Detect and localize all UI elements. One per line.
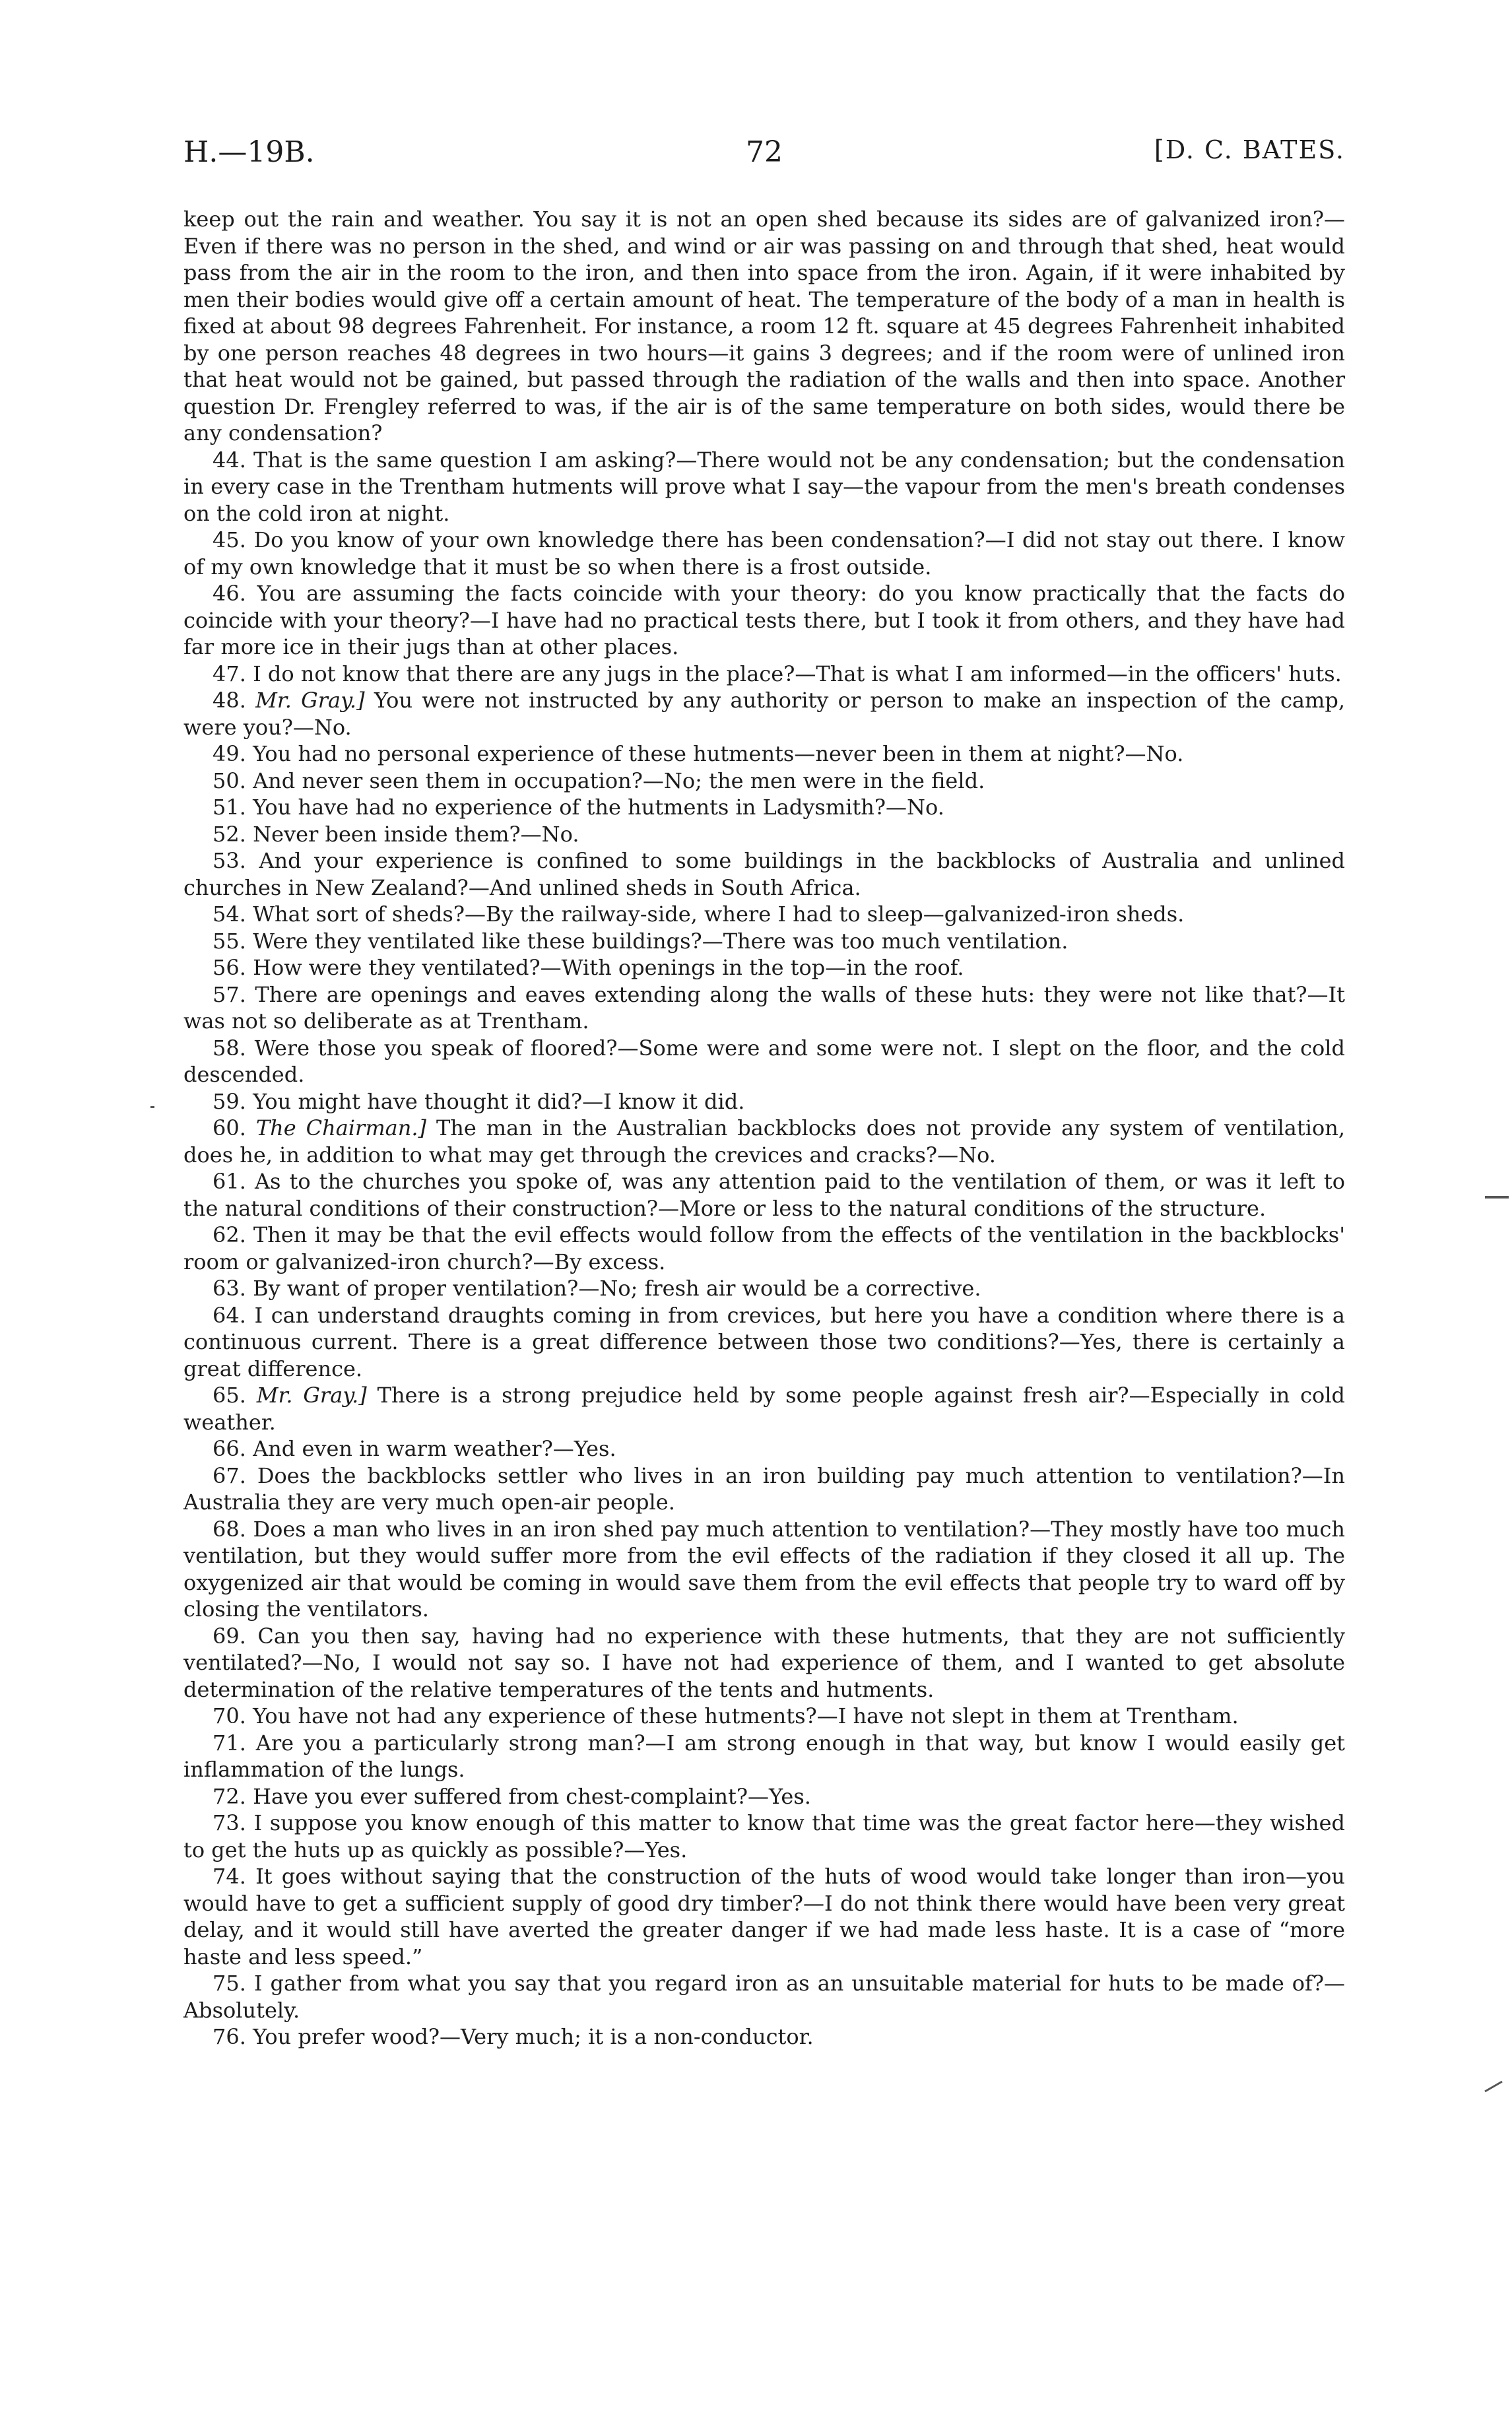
question-paragraph	[183, 1730, 1345, 1783]
question-text: And your experience is confined to some buildings in the backblocks of Australia and unlined churches in New Zealand?—And unlined sheds in South Africa.	[183, 848, 1346, 900]
question-text: I gather from what you say that you regard iron as an unsuitable material for huts to be made of?—Absolutely.	[183, 1971, 1346, 2023]
question-text: There is a strong prejudice held by some people against fresh air?—Especially in cold weather.	[183, 1383, 1346, 1435]
question-number: 69.	[213, 1623, 246, 1649]
question-text: It goes without saying that the construction of the huts of wood would take longer than iron—you would have to get a sufficient supply of good dry timber?—I do not think there would have been very great delay, and it would still have averted the greater danger if we had made less haste. It is a case of “more haste and less speed.”	[183, 1864, 1346, 1969]
question-paragraph	[183, 1382, 1345, 1435]
question-text: You might have thought it did?—I know it did.	[253, 1088, 745, 1114]
question-number: 75.	[213, 1971, 246, 1996]
opening-paragraph: keep out the rain and weather. You say it is not an open shed because its sides are of galvanized iron?—Even if there was no person in the shed, and wind or air was passing on and through that shed, heat would pass from the air in the room to the iron, and then into space from the iron. Again, if it were inhabited by men their bodies would give off a certain amount of heat. The temperature of the body of a man in health is fixed at about 98 degrees Fahrenheit. For instance, a room 12 ft. square at 45 degrees Fahrenheit inhabited by one person reaches 48 degrees in two hours—it gains 3 degrees; and if the room were of unlined iron that heat would not be gained, but passed through the radiation of the walls and then into space. Another question Dr. Frengley referred to was, if the air is of the same temperature on both sides, would there be any condensation?	[183, 207, 1345, 445]
question-number: 52.	[213, 821, 246, 847]
question-paragraph	[183, 821, 1345, 848]
question-paragraph	[183, 1462, 1345, 1516]
question-paragraph	[183, 928, 1345, 955]
question-paragraph	[183, 2023, 1345, 2051]
question-number: 67.	[213, 1462, 246, 1488]
question-text: I do not know that there are any jugs in the place?—That is what I am informed—in the officers' huts.	[253, 661, 1342, 686]
question-text: Were they ventilated like these buildings?—There was too much ventilation.	[253, 928, 1068, 954]
question-number: 64.	[213, 1302, 246, 1328]
question-number: 66.	[213, 1436, 246, 1461]
question-number: 60.	[213, 1115, 246, 1140]
question-number: 53.	[213, 848, 246, 873]
question-text: Have you ever suffered from chest-complaint?—Yes.	[253, 1783, 811, 1809]
question-text: And never seen them in occupation?—No; the men were in the field.	[253, 768, 985, 793]
question-text: What sort of sheds?—By the railway-side, where I had to sleep—galvanized-iron sheds.	[253, 902, 1185, 927]
question-paragraph	[183, 1970, 1345, 2023]
question-paragraph	[183, 1115, 1345, 1168]
question-paragraph	[183, 1863, 1345, 1970]
question-text: You have had no experience of the hutments in Ladysmith?—No.	[253, 795, 944, 820]
question-number: 56.	[213, 955, 246, 980]
question-paragraph	[183, 527, 1345, 580]
question-number: 48.	[213, 688, 246, 713]
document-reference: H.—19B.	[183, 135, 315, 169]
question-text: As to the churches you spoke of, was any attention paid to the ventilation of them, or was it left to the natural conditions of their construction?—More or less to the natural conditions of the structure.	[183, 1169, 1346, 1221]
question-text: Never been inside them?—No.	[253, 821, 579, 847]
question-text: That is the same question I am asking?—There would not be any condensation; but the condensation in every case in the Trentham hutments will prove what I say—the vapour from the men's breath condenses on the cold iron at night.	[183, 447, 1345, 526]
question-number: 57.	[213, 981, 246, 1007]
question-text: You had no personal experience of these hutments—never been in them at night?—No.	[253, 741, 1184, 766]
question-number: 45.	[213, 527, 246, 552]
margin-mark	[150, 1106, 154, 1108]
question-text: Does a man who lives in an iron shed pay much attention to ventilation?—They mostly have too much ventilation, but they would suffer more from the evil effects of the radiation if they closed it all up. The oxygenized air that would be coming in would save them from the evil effects that people try to ward off by closing the ventilators.	[183, 1516, 1346, 1622]
margin-mark	[1485, 1196, 1509, 1199]
question-text: Were those you speak of floored?—Some were and some were not. I slept on the floor, and the cold descended.	[183, 1035, 1346, 1087]
question-text: You have not had any experience of these hutments?—I have not slept in them at Trentham.	[253, 1703, 1239, 1728]
page-number: 72	[746, 135, 783, 169]
question-text: I can understand draughts coming in from crevices, but here you have a condition where there is a continuous current. There is a great difference between those two conditions?—Yes, there is certainly a great difference.	[183, 1302, 1346, 1381]
question-number: 46.	[213, 581, 246, 606]
question-number: 54.	[213, 902, 246, 927]
question-number: 49.	[213, 741, 246, 766]
question-number: 63.	[213, 1276, 246, 1301]
question-number: 58.	[213, 1035, 246, 1061]
question-text: You prefer wood?—Very much; it is a non-conductor.	[253, 2024, 814, 2049]
page-header	[183, 135, 1345, 181]
question-paragraph	[183, 580, 1345, 661]
question-text: You are assuming the facts coincide with your theory: do you know practically that the facts do coincide with your theory?—I have had no practical tests there, but I took it from others, and they have had far more ice in their jugs than at other places.	[183, 581, 1346, 659]
question-paragraph	[183, 1088, 1345, 1115]
question-paragraph	[183, 981, 1345, 1035]
question-paragraph	[183, 1222, 1345, 1275]
question-paragraph	[183, 768, 1345, 795]
question-number: 74.	[213, 1864, 246, 1889]
question-text: I suppose you know enough of this matter to know that time was the great factor here—they wished to get the huts up as quickly as possible?—Yes.	[183, 1810, 1346, 1862]
question-paragraph	[183, 447, 1345, 527]
question-number: 68.	[213, 1516, 246, 1542]
question-paragraph	[183, 954, 1345, 981]
question-number: 71.	[213, 1730, 246, 1756]
question-paragraph	[183, 1168, 1345, 1222]
question-number: 55.	[213, 928, 246, 954]
question-text: And even in warm weather?—Yes.	[253, 1436, 616, 1461]
question-text: Are you a particularly strong man?—I am strong enough in that way, but know I would easily get inflammation of the lungs.	[183, 1730, 1346, 1782]
question-text: Do you know of your own knowledge there has been condensation?—I did not stay out there. I know of my own knowledge that it must be so when there is a frost outside.	[183, 527, 1346, 579]
question-text: You were not instructed by any authority or person to make an inspection of the camp, were you?—No.	[183, 688, 1346, 740]
question-paragraph	[183, 847, 1345, 901]
question-paragraph	[183, 1810, 1345, 1863]
question-paragraph	[183, 1275, 1345, 1302]
question-number: 70.	[213, 1703, 246, 1728]
question-text: How were they ventilated?—With openings in the top—in the roof.	[253, 955, 964, 980]
question-paragraph	[183, 794, 1345, 821]
question-number: 51.	[213, 795, 246, 820]
margin-mark	[1484, 2081, 1502, 2093]
question-text: The man in the Australian backblocks does not provide any system of ventilation, does he, in addition to what may get through the crevices and cracks?—No.	[183, 1115, 1346, 1167]
speaker-label: The Chairman.]	[255, 1115, 427, 1140]
question-paragraph	[183, 1302, 1345, 1383]
speaker-label: Mr. Gray.]	[255, 688, 365, 713]
question-number: 47.	[213, 661, 246, 686]
witness-name: [D. C. BATES.	[1154, 135, 1345, 164]
question-number: 73.	[213, 1810, 246, 1835]
question-text: Then it may be that the evil effects would follow from the effects of the ventilation in the backblocks' room or galvanized-iron church?—By excess.	[183, 1222, 1346, 1274]
question-paragraph	[183, 901, 1345, 928]
question-paragraph	[183, 1035, 1345, 1088]
question-number: 65.	[213, 1383, 246, 1408]
testimony-text	[183, 206, 1345, 2051]
question-number: 44.	[213, 447, 246, 473]
question-paragraph	[183, 1623, 1345, 1703]
question-number: 61.	[213, 1169, 246, 1194]
question-paragraph	[183, 687, 1345, 740]
question-text: Can you then say, having had no experience with these hutments, that they are not sufficiently ventilated?—No, I would not say so. I have not had experience of them, and I wanted to get absolute determination of the relative temperatures of the tents and hutments.	[183, 1623, 1346, 1702]
speaker-label: Mr. Gray.]	[256, 1383, 367, 1408]
question-number: 76.	[213, 2024, 246, 2049]
question-number: 59.	[213, 1088, 246, 1114]
question-paragraph	[183, 1516, 1345, 1623]
question-paragraph	[183, 1703, 1345, 1730]
question-paragraph	[183, 740, 1345, 768]
question-paragraph	[183, 661, 1345, 688]
question-text: By want of proper ventilation?—No; fresh air would be a corrective.	[253, 1276, 981, 1301]
question-paragraph	[183, 1783, 1345, 1810]
question-text: There are openings and eaves extending along the walls of these huts: they were not like that?—It was not so deliberate as at Trentham.	[183, 981, 1346, 1034]
question-text: Does the backblocks settler who lives in an iron building pay much attention to ventilation?—In Australia they are very much open-air people.	[183, 1462, 1345, 1515]
question-number: 72.	[213, 1783, 246, 1809]
question-number: 50.	[213, 768, 246, 793]
question-number: 62.	[213, 1222, 246, 1247]
question-paragraph	[183, 1435, 1345, 1462]
